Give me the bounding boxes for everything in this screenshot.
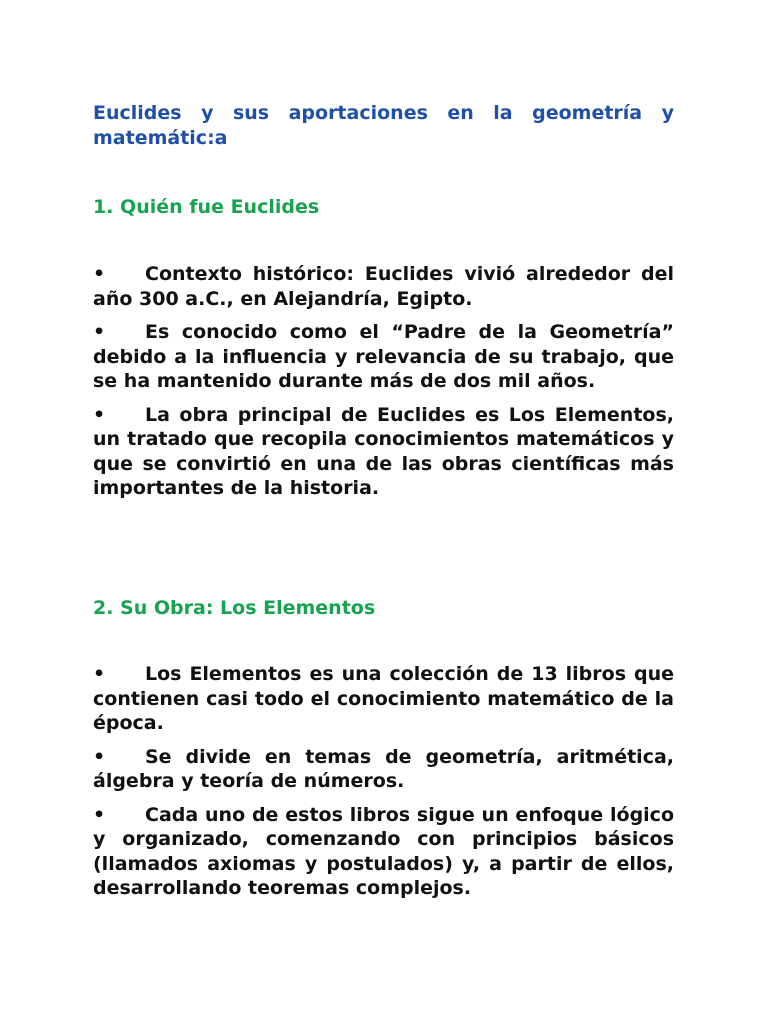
- bullet-icon: •: [93, 403, 106, 426]
- document-title: Euclides y sus aportaciones en la geometría y matemátic:a: [93, 102, 674, 149]
- section-heading-su-obra: 2. Su Obra: Los Elementos: [93, 597, 376, 619]
- bullet-text: Contexto histórico: Euclides vivió alrededor del año 300 a.C., en Alejandría, Egipto.: [93, 263, 674, 310]
- bullet-icon: •: [93, 663, 106, 685]
- section-heading-quien-fue-euclides: 1. Quién fue Euclides: [93, 196, 320, 218]
- bullet-item: [93, 403, 674, 501]
- bullet-list-su-obra: [93, 662, 674, 910]
- bullet-item: [93, 320, 674, 394]
- bullet-icon: •: [93, 803, 106, 826]
- bullet-item: [93, 745, 674, 794]
- bullet-text: La obra principal de Euclides es Los Elementos, un tratado que recopila conocimientos matemáticos y que se convirtió en una de las obras científicas más importantes de la historia.: [93, 403, 674, 499]
- bullet-icon: •: [93, 745, 106, 768]
- bullet-text: Es conocido como el “Padre de la Geometría” debido a la influencia y relevancia de su trabajo, que se ha mantenido durante más de dos mil años.: [93, 321, 674, 392]
- bullet-item: [93, 262, 674, 311]
- bullet-text: Los Elementos es una colección de 13 libros que contienen casi todo el conocimiento matemático de la época.: [93, 663, 674, 734]
- bullet-icon: •: [93, 321, 106, 343]
- bullet-list-quien-fue-euclides: [93, 262, 674, 510]
- bullet-text: Se divide en temas de geometría, aritmética, álgebra y teoría de números.: [93, 745, 674, 792]
- bullet-icon: •: [93, 263, 106, 285]
- bullet-item: [93, 662, 674, 736]
- bullet-item: [93, 803, 674, 901]
- bullet-text: Cada uno de estos libros sigue un enfoque lógico y organizado, comenzando con principios básicos (llamados axiomas y postulados) y, a partir de ellos, desarrollando teoremas complejos.: [93, 803, 674, 899]
